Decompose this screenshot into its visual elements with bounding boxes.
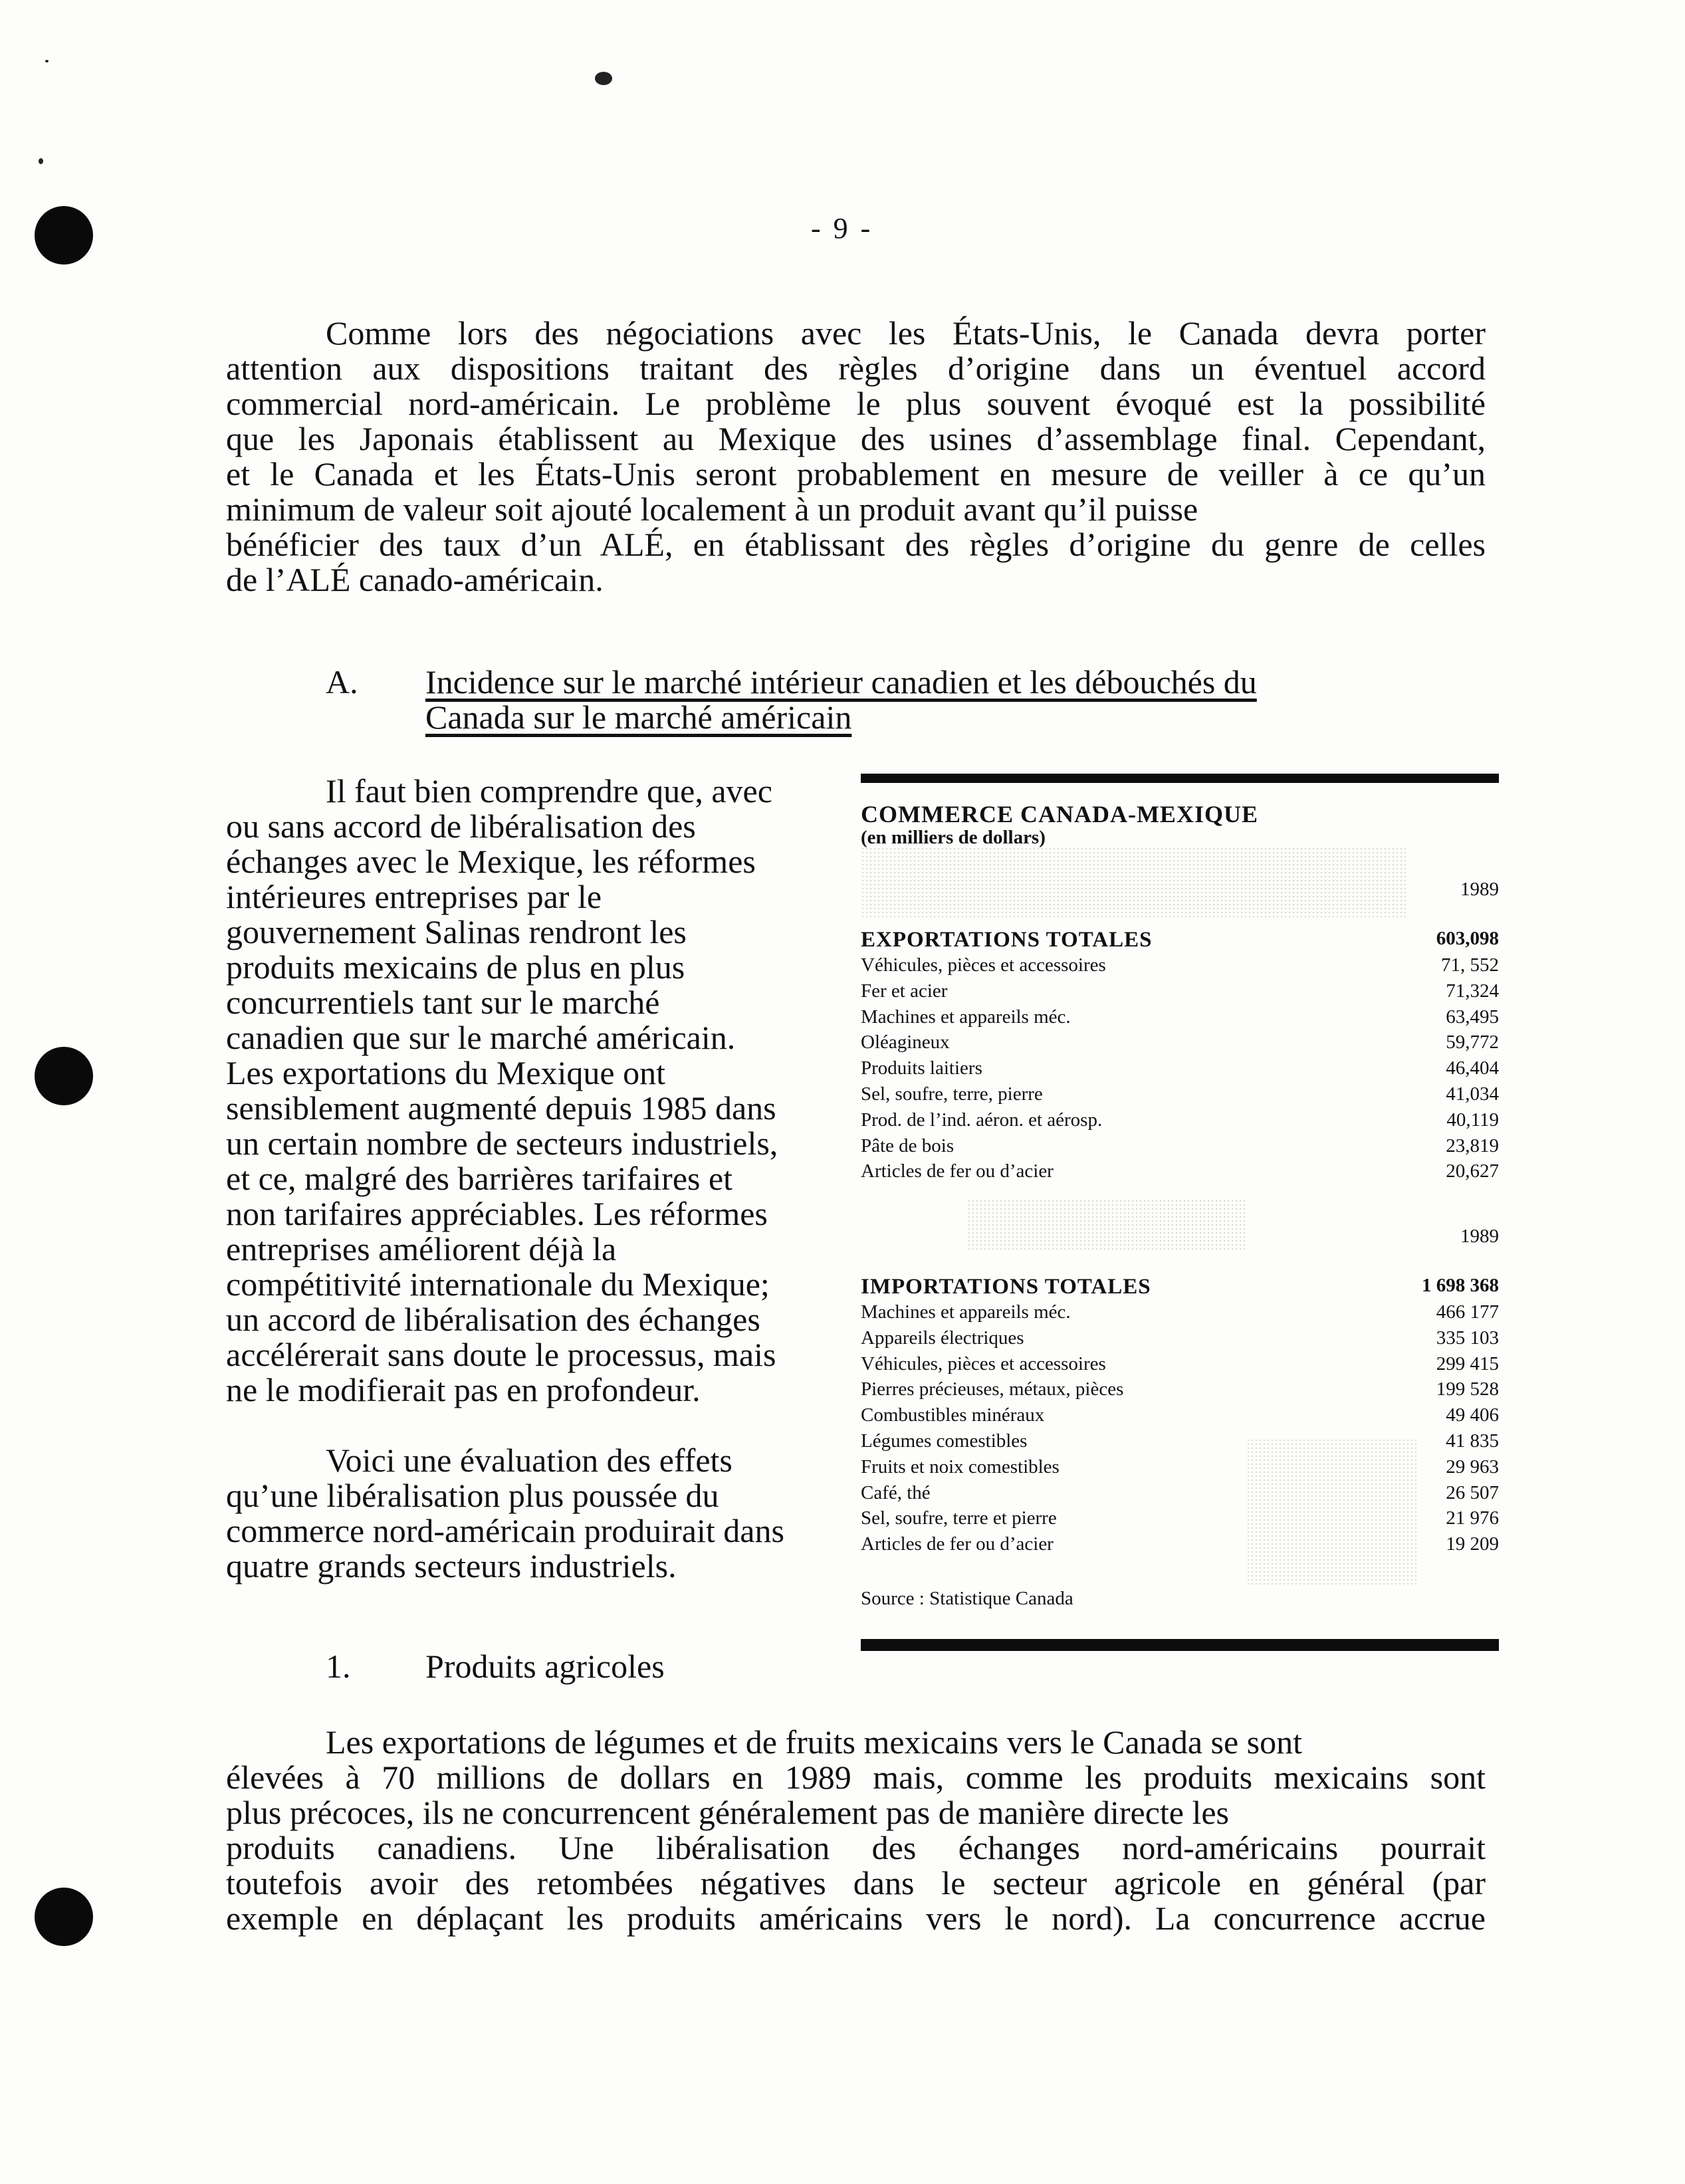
list-item [861,1507,1499,1533]
text-line: de l’ALÉ canado-américain. [226,561,604,598]
text-line: Comme lors des négociations avec les États-Unis, le Canada devra porter [326,314,1486,352]
sidebar-source: Source : Statistique Canada [861,1588,1073,1609]
intro-paragraph [226,316,1486,598]
exports-year: 1989 [1460,879,1499,900]
list-item [861,1482,1499,1508]
list-item [861,1057,1499,1083]
text-line: exemple en déplaçant les produits américains vers le nord). La concurrence accrue [226,1900,1486,1937]
text-line: ne le modifierait pas en profondeur. [226,1371,701,1408]
halftone-shading [967,1199,1246,1252]
text-line: accélérerait sans doute le processus, mais [226,1336,776,1373]
text-line: non tarifaires appréciables. Les réformes [226,1195,768,1232]
text-line: sensiblement augmenté depuis 1985 dans [226,1089,776,1127]
row-label: Prod. de l’ind. aéron. et aérosp. [861,1109,1103,1131]
section-letter: A. [326,663,358,701]
scan-speck [595,72,612,85]
exports-total-label: EXPORTATIONS TOTALES [861,928,1153,952]
row-value: 40,119 [1446,1109,1499,1131]
trade-sidebar [861,774,1499,1658]
row-value: 41 835 [1446,1430,1499,1452]
row-value: 335 103 [1436,1327,1499,1349]
sidebar-bottom-rule [861,1639,1499,1651]
list-item [861,1327,1499,1353]
text-line: canadien que sur le marché américain. [226,1019,736,1056]
text-line: ou sans accord de libéralisation des [226,808,696,845]
text-line: Il faut bien comprendre que, avec [326,772,772,810]
row-label: Machines et appareils méc. [861,1301,1071,1323]
text-line: bénéficier des taux d’un ALÉ, en établissant des règles d’origine du genre de celles [226,526,1486,563]
row-label: Oléagineux [861,1032,950,1053]
text-line: plus précoces, ils ne concurrencent généralement pas de manière directe les [226,1794,1230,1831]
row-label: Fer et acier [861,980,948,1002]
section-title-line: Incidence sur le marché intérieur canadien et les débouchés du [425,663,1257,701]
text-line: entreprises améliorent déjà la [226,1230,617,1267]
row-value: 466 177 [1436,1301,1499,1323]
text-line: élevées à 70 millions de dollars en 1989 mais, comme les produits mexicains sont [226,1759,1486,1796]
subsection-label: Produits agricoles [425,1648,665,1685]
text-line: Les exportations de légumes et de fruits mexicains vers le Canada se sont [326,1723,1303,1761]
row-label: Articles de fer ou d’acier [861,1160,1054,1182]
text-line: un accord de libéralisation des échanges [226,1301,760,1338]
row-label: Sel, soufre, terre, pierre [861,1083,1043,1105]
row-value: 46,404 [1446,1057,1499,1079]
text-line: et ce, malgré des barrières tarifaires et [226,1160,733,1197]
text-line: attention aux dispositions traitant des règles d’origine dans un éventuel accord [226,350,1486,387]
halftone-shading [861,847,1406,920]
row-value: 59,772 [1446,1032,1499,1053]
imports-total-value: 1 698 368 [1422,1275,1499,1296]
text-line: Les exportations du Mexique ont [226,1054,665,1091]
text-line: produits mexicains de plus en plus [226,948,685,986]
row-value: 71,324 [1446,980,1499,1002]
text-line: concurrentiels tant sur le marché [226,984,660,1021]
row-value: 41,034 [1446,1083,1499,1105]
row-value: 23,819 [1446,1135,1499,1156]
sidebar-title: COMMERCE CANADA-MEXIQUE [861,801,1258,827]
row-value: 20,627 [1446,1160,1499,1182]
text-line: gouvernement Salinas rendront les [226,913,687,950]
text-line: quatre grands secteurs industriels. [226,1547,677,1584]
row-value: 49 406 [1446,1404,1499,1426]
imports-year: 1989 [1460,1226,1499,1247]
list-item [861,1353,1499,1379]
list-item [861,1006,1499,1032]
list-item [861,1533,1499,1559]
text-line: Voici une évaluation des effets [326,1442,732,1479]
list-item [861,1109,1499,1135]
row-label: Appareils électriques [861,1327,1024,1349]
blank-line [226,1408,831,1443]
scan-speck [45,60,49,62]
row-value: 63,495 [1446,1006,1499,1028]
row-value: 29 963 [1446,1456,1499,1477]
left-column [226,774,831,1584]
row-label: Combustibles minéraux [861,1404,1045,1426]
section-title-line: Canada sur le marché américain [425,699,852,736]
row-label: Pierres précieuses, métaux, pièces [861,1378,1124,1400]
agriculture-paragraph [226,1725,1486,1936]
list-item [861,1404,1499,1430]
text-line: un certain nombre de secteurs industriels, [226,1125,778,1162]
list-item [861,1430,1499,1456]
list-item [861,1456,1499,1482]
row-value: 299 415 [1436,1353,1499,1374]
subsection-number: 1. [326,1648,351,1685]
sidebar-top-rule [861,774,1499,783]
row-label: Café, thé [861,1481,931,1503]
row-label: Véhicules, pièces et accessoires [861,1353,1106,1374]
row-label: Fruits et noix comestibles [861,1456,1060,1477]
row-label: Articles de fer ou d’acier [861,1533,1054,1555]
list-item [861,954,1499,980]
punch-hole-bottom [35,1888,93,1946]
section-title [425,665,1476,735]
text-line: minimum de valeur soit ajouté localement à un produit avant qu’il puisse [226,491,1198,528]
row-label: Machines et appareils méc. [861,1006,1071,1028]
list-item [861,1083,1499,1109]
row-label: Véhicules, pièces et accessoires [861,954,1106,976]
punch-hole-top [35,206,93,265]
row-label: Produits laitiers [861,1057,982,1079]
row-value: 19 209 [1446,1533,1499,1555]
scan-speck [39,158,43,164]
text-line: commercial nord-américain. Le problème le plus souvent évoqué est la possibilité [226,385,1486,422]
row-value: 71, 552 [1441,954,1499,976]
row-label: Pâte de bois [861,1135,955,1156]
imports-total-label: IMPORTATIONS TOTALES [861,1275,1151,1299]
punch-hole-middle [35,1047,93,1105]
text-line: compétitivité internationale du Mexique; [226,1265,770,1303]
text-line: commerce nord-américain produirait dans [226,1512,784,1549]
text-line: échanges avec le Mexique, les réformes [226,843,756,880]
text-line: toutefois avoir des retombées négatives dans le secteur agricole en général (par [226,1864,1486,1902]
text-line: qu’une libéralisation plus poussée du [226,1477,719,1514]
row-label: Légumes comestibles [861,1430,1028,1452]
row-value: 21 976 [1446,1507,1499,1529]
row-value: 26 507 [1446,1481,1499,1503]
list-item [861,1032,1499,1057]
text-line: produits canadiens. Une libéralisation des échanges nord-américains pourrait [226,1829,1486,1866]
exports-list [861,954,1499,1186]
text-line: intérieures entreprises par le [226,878,602,915]
page-number: - 9 - [811,212,873,245]
list-item [861,980,1499,1006]
sidebar-subtitle: (en milliers de dollars) [861,827,1046,848]
text-line: que les Japonais établissent au Mexique des usines d’assemblage final. Cependant, [226,420,1486,457]
row-value: 199 528 [1436,1378,1499,1400]
list-item [861,1301,1499,1327]
row-label: Sel, soufre, terre et pierre [861,1507,1057,1529]
list-item [861,1160,1499,1186]
list-item [861,1135,1499,1161]
list-item [861,1378,1499,1404]
imports-list [861,1301,1499,1559]
text-line: et le Canada et les États-Unis seront probablement en mesure de veiller à ce qu’un [226,455,1486,492]
exports-total-value: 603,098 [1436,928,1499,949]
